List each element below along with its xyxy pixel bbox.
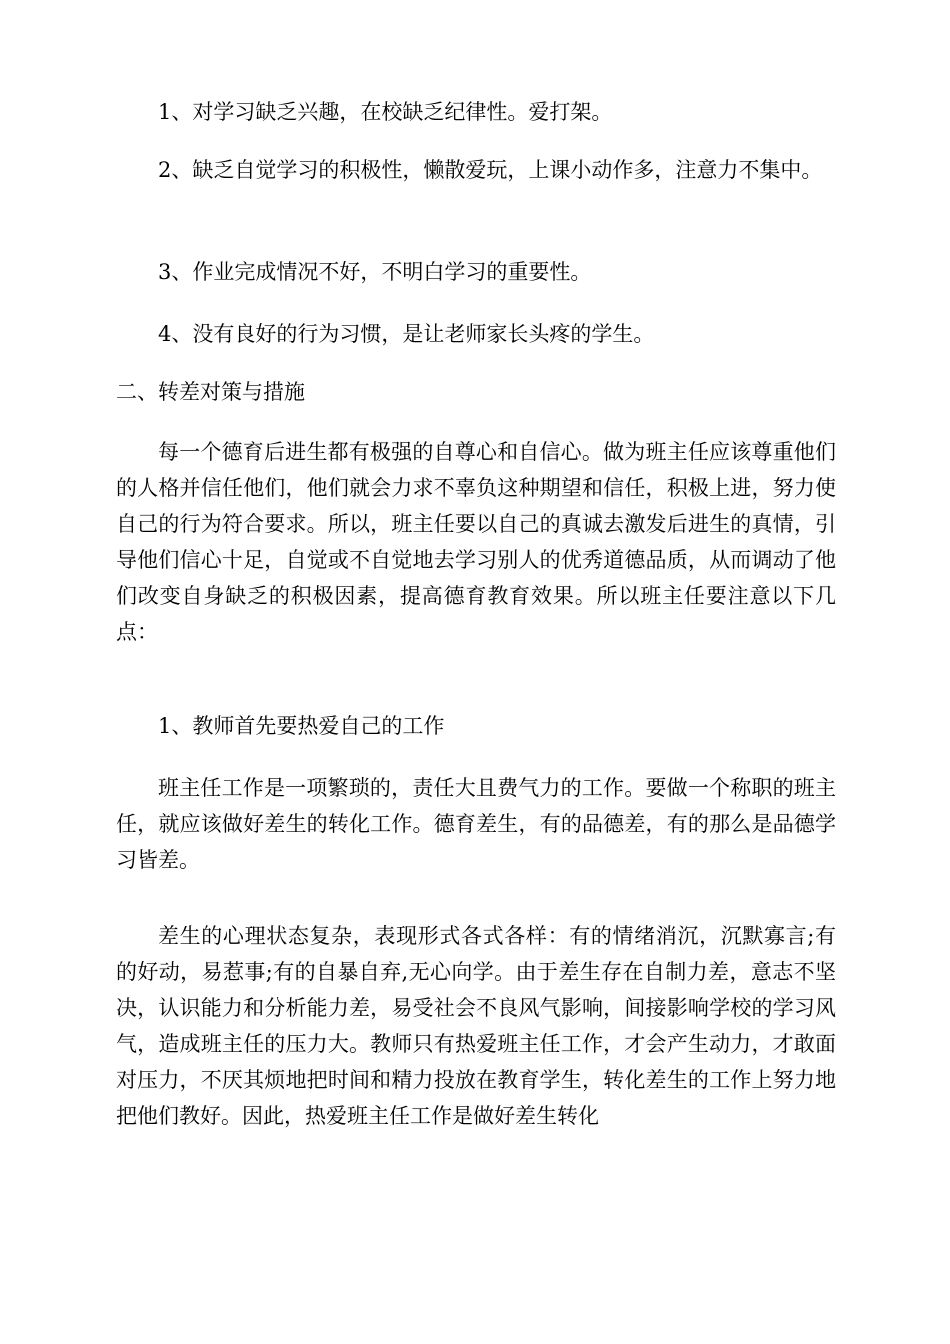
section-heading: 二、转差对策与措施 [116,380,305,404]
body-paragraph-1: 每一个德育后进生都有极强的自尊心和自信心。做为班主任应该尊重他们的人格并信任他们，他们就会力求不辜负这种期望和信任，积极上进，努力使自己的行为符合要求。所以，班主任要以自己的真诚去激发后进生的真情，引导他们信心十足，自觉或不自觉地去学习别人的优秀道德品质，从而调动了他们改变自身缺乏的积极因素，提高德育教育效果。所以班主任要注意以下几点： [116,440,836,644]
list-item-1: 1、对学习缺乏兴趣，在校缺乏纪律性。爱打架。 [158,100,613,124]
body-paragraph-2: 班主任工作是一项繁琐的，责任大且费气力的工作。要做一个称职的班主任，就应该做好差生的转化工作。德育差生，有的品德差，有的那么是品德学习皆差。 [116,776,836,872]
list-item-4: 4、没有良好的行为习惯，是让老师家长头疼的学生。 [158,322,655,346]
list-item-2: 2、缺乏自觉学习的积极性，懒散爱玩，上课小动作多，注意力不集中。 [158,158,823,182]
list-item-3: 3、作业完成情况不好，不明白学习的重要性。 [158,260,592,284]
body-paragraph-3: 差生的心理状态复杂，表现形式各式各样：有的情绪消沉，沉默寡言;有的好动，易惹事;有的自暴自弃,无心向学。由于差生存在自制力差，意志不坚决，认识能力和分析能力差，易受社会不良风气影响，间接影响学校的学习风气，造成班主任的压力大。教师只有热爱班主任工作，才会产生动力，才敢面对压力，不厌其烦地把时间和精力投放在教育学生，转化差生的工作上努力地把他们教好。因此，热爱班主任工作是做好差生转化 [116,924,836,1128]
subheading-1: 1、教师首先要热爱自己的工作 [158,714,445,738]
